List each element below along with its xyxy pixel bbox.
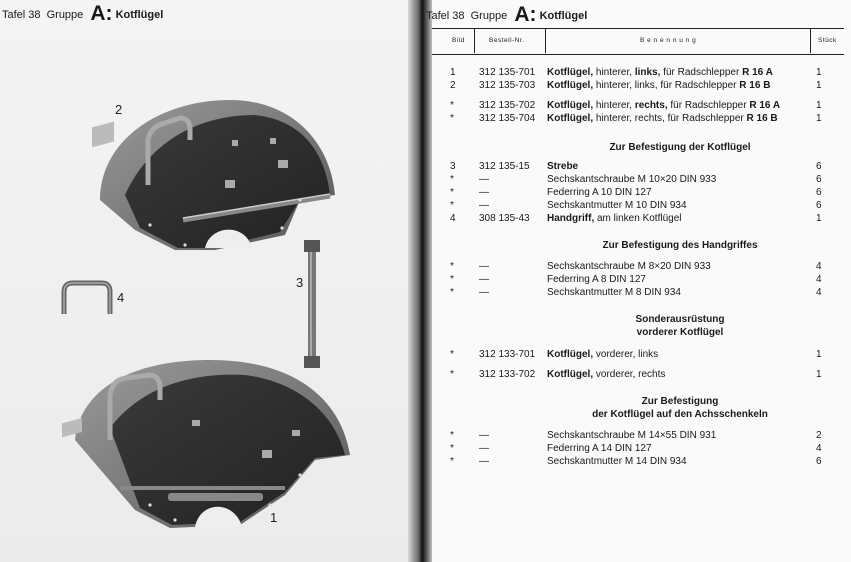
row-bestell-nr: 308 135-43 — [479, 213, 530, 224]
row-bild: * — [450, 261, 454, 272]
row-benennung-part: Sechskantschraube M 14×55 DIN 931 — [547, 430, 717, 441]
row-benennung-part: Federring A 10 DIN 127 — [547, 187, 652, 198]
row-bestell-nr: — — [479, 430, 489, 441]
row-benennung-part: Sechskantschraube M 10×20 DIN 933 — [547, 174, 717, 185]
row-bestell-nr: 312 135-15 — [479, 161, 530, 172]
row-bestell-nr: 312 133-702 — [479, 369, 536, 380]
row-benennung-part: Sechskantmutter M 8 DIN 934 — [547, 287, 681, 298]
row-stueck: 6 — [816, 456, 822, 467]
col-divider — [545, 28, 546, 53]
row-benennung-part: hinterer, links, für Radschlepper — [593, 80, 740, 91]
row-benennung-part: Handgriff, — [547, 213, 595, 224]
col-divider — [474, 28, 475, 53]
callout-3: 3 — [296, 275, 304, 290]
row-bild: * — [450, 456, 454, 467]
row-bestell-nr: — — [479, 174, 489, 185]
row-bild: * — [450, 369, 454, 380]
row-bild: 3 — [450, 161, 456, 172]
row-benennung — [547, 287, 681, 298]
row-benennung-part: vorderer, rechts — [593, 369, 666, 380]
row-bestell-nr: 312 135-703 — [479, 80, 536, 91]
row-benennung-part: hinterer, rechts, für Radschlepper — [593, 113, 747, 124]
row-bestell-nr: 312 135-704 — [479, 113, 536, 124]
section-title: Zur Befestigung — [641, 396, 719, 407]
row-benennung-part: Sechskantmutter M 14 DIN 934 — [547, 456, 687, 467]
row-benennung-part: Sechskantmutter M 10 DIN 934 — [547, 200, 687, 211]
callout-1: 1 — [270, 510, 278, 525]
row-bild: * — [450, 287, 454, 298]
row-stueck: 6 — [816, 174, 822, 185]
row-bild: * — [450, 349, 454, 360]
fender-rear-upper — [92, 100, 335, 250]
col-benennung: B e n e n n u n g — [640, 37, 697, 44]
row-bestell-nr: — — [479, 200, 489, 211]
row-benennung — [547, 430, 716, 441]
row-bestell-nr: 312 135-701 — [479, 67, 536, 78]
row-benennung — [547, 200, 687, 211]
strut-part-3 — [304, 240, 320, 368]
col-bild: Bild — [452, 37, 465, 44]
row-benennung-part: vorderer, links — [593, 349, 659, 360]
row-benennung-part: Kotflügel, — [547, 67, 594, 78]
callout-2: 2 — [115, 102, 123, 117]
row-bild: 4 — [450, 213, 456, 224]
row-benennung-part: Kotflügel, — [547, 80, 594, 91]
row-benennung-part: Kotflügel, — [547, 349, 594, 360]
row-bild: * — [450, 100, 454, 111]
row-bild: * — [450, 274, 454, 285]
row-bild: * — [450, 187, 454, 198]
row-benennung-part: für Radschlepper — [667, 100, 750, 111]
section-title: Zur Befestigung des Handgriffes — [602, 240, 758, 251]
row-benennung — [547, 174, 716, 185]
row-stueck: 1 — [816, 349, 822, 360]
row-benennung — [547, 261, 711, 272]
row-benennung-part: hinterer, — [593, 100, 635, 111]
row-benennung-part: für Radschlepper — [660, 67, 743, 78]
right-gruppe: Gruppe — [470, 10, 508, 22]
right-tafel: Tafel 38 — [426, 10, 465, 22]
row-bild: 1 — [450, 67, 456, 78]
row-benennung — [547, 456, 687, 467]
row-benennung-part: Kotflügel, — [547, 113, 594, 124]
handle-part-4 — [64, 283, 110, 314]
row-bestell-nr: 312 135-702 — [479, 100, 536, 111]
row-bild: 2 — [450, 80, 456, 91]
row-stueck: 4 — [816, 443, 822, 454]
row-bestell-nr: 312 133-701 — [479, 349, 536, 360]
row-benennung-part: Kotflügel, — [547, 369, 594, 380]
row-benennung-part: hinterer, — [593, 67, 635, 78]
row-benennung-part: Strebe — [547, 161, 579, 172]
row-benennung-part: R 16 B — [746, 113, 778, 124]
section-title: Sonderausrüstung — [635, 314, 725, 325]
row-benennung-part: R 16 B — [739, 80, 771, 91]
left-gruppe: Gruppe — [46, 9, 84, 21]
row-benennung — [547, 213, 682, 224]
row-benennung-part: am linken Kotflügel — [594, 213, 682, 224]
row-bild: * — [450, 443, 454, 454]
row-benennung — [547, 187, 652, 198]
left-title: Kotflügel — [115, 9, 164, 21]
row-stueck: 1 — [816, 80, 822, 91]
row-benennung-part: rechts, — [634, 100, 668, 111]
right-group-letter: A: — [514, 3, 537, 26]
right-page-header — [426, 3, 587, 27]
row-benennung-part: links, — [634, 67, 661, 78]
row-stueck: 1 — [816, 100, 822, 111]
row-benennung-part: Federring A 14 DIN 127 — [547, 443, 652, 454]
fender-rear-lower — [62, 360, 350, 528]
row-stueck: 4 — [816, 261, 822, 272]
row-stueck: 1 — [816, 67, 822, 78]
row-bestell-nr: — — [479, 443, 489, 454]
row-stueck: 4 — [816, 287, 822, 298]
section-title: vorderer Kotflügel — [636, 327, 724, 338]
row-benennung-part: R 16 A — [749, 100, 781, 111]
row-benennung-part: R 16 A — [742, 67, 773, 78]
left-group-letter: A: — [90, 2, 113, 25]
row-benennung — [547, 274, 646, 285]
row-benennung — [547, 443, 652, 454]
row-bestell-nr: — — [479, 187, 489, 198]
row-benennung — [547, 67, 773, 78]
row-bild: * — [450, 430, 454, 441]
row-benennung — [547, 369, 665, 380]
row-bestell-nr: — — [479, 261, 489, 272]
row-benennung-part: Kotflügel, — [547, 100, 594, 111]
callout-4: 4 — [117, 290, 125, 305]
col-divider — [810, 28, 811, 53]
row-stueck: 6 — [816, 161, 822, 172]
row-bild: * — [450, 113, 454, 124]
row-benennung-part: Sechskantschraube M 8×20 DIN 933 — [547, 261, 711, 272]
row-bild: * — [450, 174, 454, 185]
row-bestell-nr: — — [479, 287, 489, 298]
row-benennung — [547, 80, 770, 91]
row-stueck: 6 — [816, 200, 822, 211]
row-benennung — [547, 161, 578, 172]
fender-illustration — [0, 0, 420, 562]
right-title: Kotflügel — [539, 10, 588, 22]
section-title: der Kotflügel auf den Achsschenkeln — [592, 409, 768, 420]
row-bestell-nr: — — [479, 456, 489, 467]
row-benennung-part: Federring A 8 DIN 127 — [547, 274, 646, 285]
row-benennung — [547, 113, 778, 124]
left-tafel: Tafel 38 — [2, 9, 41, 21]
row-bild: * — [450, 200, 454, 211]
row-stueck: 4 — [816, 274, 822, 285]
row-stueck: 6 — [816, 187, 822, 198]
row-bestell-nr: — — [479, 274, 489, 285]
row-benennung — [547, 349, 658, 360]
row-stueck: 1 — [816, 213, 822, 224]
row-stueck: 1 — [816, 369, 822, 380]
section-title: Zur Befestigung der Kotflügel — [609, 142, 751, 153]
col-stueck: Stück — [818, 37, 837, 44]
row-benennung — [547, 100, 780, 111]
row-stueck: 2 — [816, 430, 822, 441]
row-stueck: 1 — [816, 113, 822, 124]
col-bestell-nr: Bestell-Nr. — [489, 37, 525, 44]
